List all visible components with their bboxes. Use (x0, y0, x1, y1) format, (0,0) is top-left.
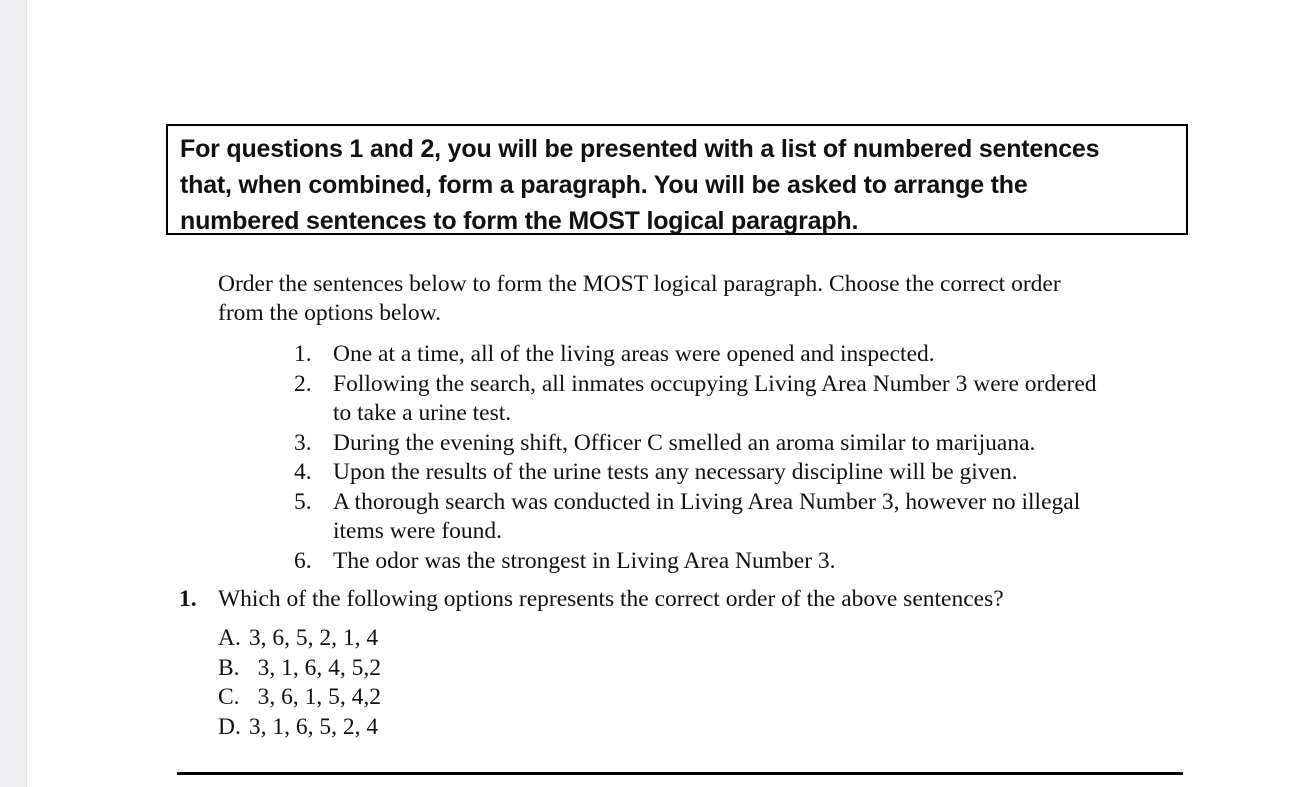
option-letter: B. (218, 654, 240, 681)
intro-paragraph (218, 270, 1178, 328)
sentence-line: to take a urine test. (333, 400, 512, 426)
sentence-number: 5. (294, 488, 312, 515)
option-value: 3, 1, 6, 5, 2, 4 (248, 713, 379, 740)
option-value: 3, 6, 1, 5, 4,2 (257, 684, 381, 710)
sentence-text (333, 370, 1194, 429)
option-value: 3, 6, 5, 2, 1, 4 (248, 625, 379, 651)
option-d (218, 713, 381, 743)
numbered-sentence-list (294, 340, 1194, 576)
option-b (218, 654, 381, 684)
option-letter: A. (218, 625, 241, 651)
question-number: 1. (179, 586, 197, 612)
sentence-number: 4. (294, 459, 312, 485)
sentence-line: The odor was the strongest in Living Area Number 3. (333, 547, 836, 574)
option-letter: C. (218, 684, 240, 710)
sentence-number: 1. (294, 341, 312, 367)
option-c (218, 683, 381, 713)
question-text: Which of the following options represents the correct order of the above sentences? (218, 586, 1004, 612)
sentence-item (294, 429, 1194, 459)
sentence-line: Following the search, all inmates occupying Living Area Number 3 were ordered (333, 370, 1097, 397)
sentence-text (333, 340, 1194, 370)
answer-options (218, 624, 381, 742)
instruction-line: For questions 1 and 2, you will be presented with a list of numbered sentences (180, 135, 1100, 163)
intro-line: from the options below. (218, 300, 441, 326)
sentence-line: Upon the results of the urine tests any necessary discipline will be given. (333, 459, 1018, 485)
sentence-item (294, 547, 1194, 577)
option-value: 3, 1, 6, 4, 5,2 (257, 654, 381, 681)
sentence-line: During the evening shift, Officer C smelled an aroma similar to marijuana. (333, 429, 1036, 456)
sentence-item (294, 340, 1194, 370)
sentence-number: 2. (294, 370, 312, 397)
sentence-text (333, 458, 1194, 488)
question-1 (179, 585, 1179, 614)
sentence-line: A thorough search was conducted in Living Area Number 3, however no illegal (333, 488, 1081, 515)
sentence-number: 6. (294, 547, 312, 574)
sentence-item (294, 488, 1194, 547)
sentence-item (294, 458, 1194, 488)
option-letter: D. (218, 713, 241, 740)
sentence-item (294, 370, 1194, 429)
viewer-left-margin (0, 0, 27, 787)
instruction-box (166, 124, 1188, 235)
instruction-line: that, when combined, form a paragraph. You will be asked to arrange the (180, 171, 1028, 199)
sentence-text (333, 547, 1194, 577)
sentence-line: items were found. (333, 518, 503, 544)
option-a (218, 624, 381, 654)
sentence-text (333, 488, 1194, 547)
sentence-number: 3. (294, 429, 312, 456)
sentence-text (333, 429, 1194, 459)
intro-line: Order the sentences below to form the MOST logical paragraph. Choose the correct order (218, 271, 1061, 297)
bottom-divider (177, 772, 1183, 775)
sentence-line: One at a time, all of the living areas were opened and inspected. (333, 341, 935, 367)
instruction-line: numbered sentences to form the MOST logical paragraph. (180, 207, 859, 235)
